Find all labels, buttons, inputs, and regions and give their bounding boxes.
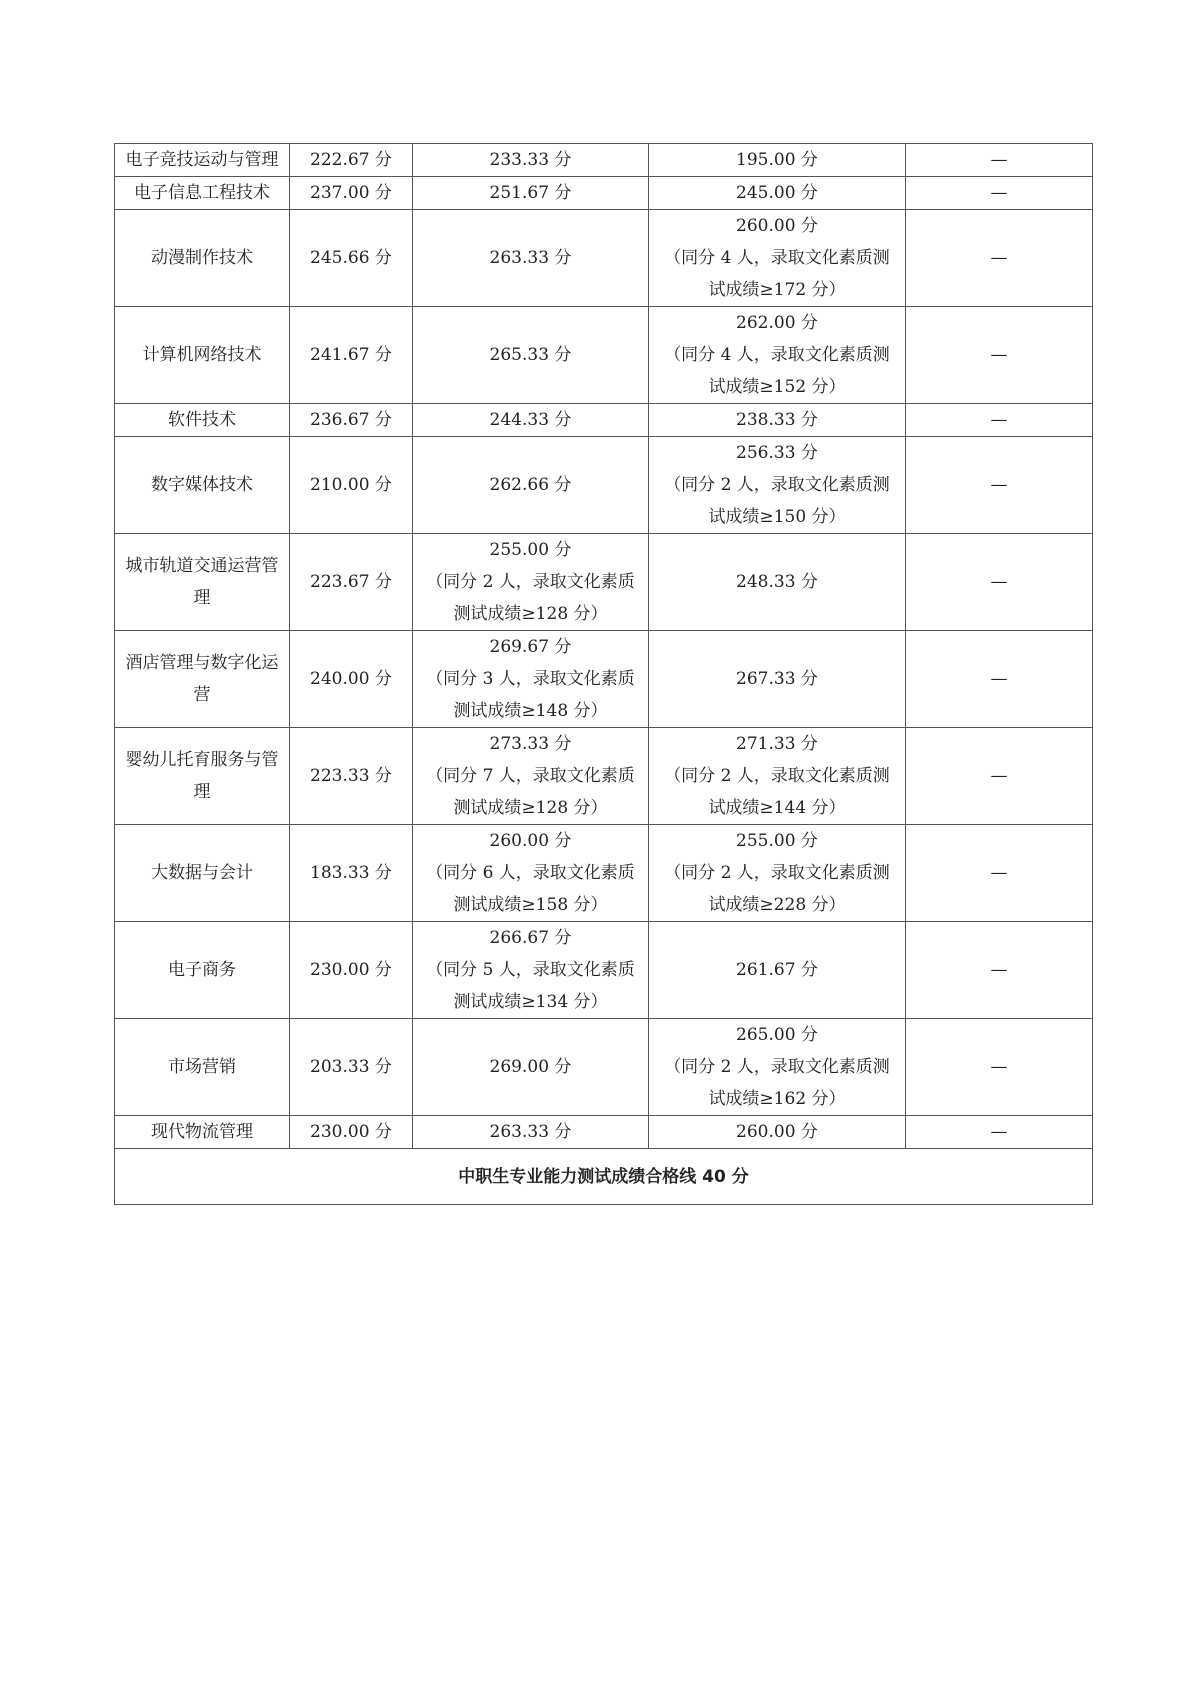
score-note: 试成绩≥228 分） bbox=[708, 895, 846, 915]
score-value: — bbox=[990, 960, 1008, 980]
major-name: 现代物流管理 bbox=[115, 1116, 290, 1149]
score-note: （同分 2 人，录取文化素质测 bbox=[664, 863, 890, 883]
table-row bbox=[115, 631, 1093, 728]
score-col-3 bbox=[649, 1019, 906, 1116]
score-value: 267.33 分 bbox=[736, 669, 818, 689]
major-name: 数字媒体技术 bbox=[115, 437, 290, 534]
score-col-2 bbox=[413, 825, 649, 922]
table-row bbox=[115, 144, 1093, 177]
score-col-3 bbox=[649, 825, 906, 922]
score-col-3 bbox=[649, 631, 906, 728]
score-note: （同分 7 人，录取文化素质 bbox=[426, 766, 635, 786]
score-note: 试成绩≥172 分） bbox=[708, 280, 846, 300]
score-value: 255.00 分 bbox=[489, 540, 572, 560]
score-note: （同分 3 人，录取文化素质 bbox=[426, 669, 635, 689]
score-value: 260.00 分 bbox=[489, 831, 572, 851]
major-name: 城市轨道交通运营管理 bbox=[115, 534, 290, 631]
table-row bbox=[115, 534, 1093, 631]
score-value: 245.00 分 bbox=[736, 183, 818, 203]
major-name: 电子商务 bbox=[115, 922, 290, 1019]
score-col-4 bbox=[906, 728, 1093, 825]
score-col-2 bbox=[413, 210, 649, 307]
score-value: 271.33 分 bbox=[736, 734, 818, 754]
score-note: 试成绩≥150 分） bbox=[708, 507, 846, 527]
table-body bbox=[115, 144, 1093, 1149]
score-col-2 bbox=[413, 631, 649, 728]
score-col-1 bbox=[290, 210, 413, 307]
score-col-2 bbox=[413, 1116, 649, 1149]
score-col-4 bbox=[906, 177, 1093, 210]
score-value: 210.00 分 bbox=[310, 475, 392, 495]
score-note: （同分 2 人，录取文化素质 bbox=[426, 572, 635, 592]
score-note: 测试成绩≥134 分） bbox=[453, 992, 608, 1012]
table-row bbox=[115, 922, 1093, 1019]
score-value: 262.66 分 bbox=[489, 475, 572, 495]
score-col-1 bbox=[290, 728, 413, 825]
table-row bbox=[115, 177, 1093, 210]
score-col-1 bbox=[290, 404, 413, 437]
score-col-2 bbox=[413, 1019, 649, 1116]
score-value: 269.00 分 bbox=[489, 1057, 572, 1077]
score-value: — bbox=[990, 475, 1008, 495]
score-note: （同分 2 人，录取文化素质测 bbox=[664, 475, 890, 495]
score-col-4 bbox=[906, 307, 1093, 404]
major-name: 婴幼儿托育服务与管理 bbox=[115, 728, 290, 825]
score-note: 试成绩≥144 分） bbox=[708, 798, 846, 818]
score-note: （同分 2 人，录取文化素质测 bbox=[664, 1057, 890, 1077]
score-value: 260.00 分 bbox=[736, 1122, 818, 1142]
score-value: — bbox=[990, 669, 1008, 689]
admission-score-table bbox=[114, 143, 1093, 1205]
score-value: 236.67 分 bbox=[310, 410, 392, 430]
score-note: 试成绩≥162 分） bbox=[708, 1089, 846, 1109]
score-value: 244.33 分 bbox=[489, 410, 572, 430]
score-value: 230.00 分 bbox=[310, 960, 392, 980]
score-col-4 bbox=[906, 825, 1093, 922]
score-col-3 bbox=[649, 534, 906, 631]
footer-row bbox=[115, 1149, 1093, 1205]
score-value: — bbox=[990, 345, 1008, 365]
score-col-4 bbox=[906, 534, 1093, 631]
score-value: 233.33 分 bbox=[489, 150, 572, 170]
score-value: 269.67 分 bbox=[489, 637, 572, 657]
score-col-1 bbox=[290, 144, 413, 177]
score-value: — bbox=[990, 150, 1008, 170]
score-col-3 bbox=[649, 144, 906, 177]
table-row bbox=[115, 1019, 1093, 1116]
score-value: 256.33 分 bbox=[736, 443, 818, 463]
score-value: 265.33 分 bbox=[489, 345, 572, 365]
score-col-1 bbox=[290, 825, 413, 922]
score-value: 223.67 分 bbox=[310, 572, 392, 592]
major-name: 动漫制作技术 bbox=[115, 210, 290, 307]
table-row bbox=[115, 437, 1093, 534]
score-value: 262.00 分 bbox=[736, 313, 818, 333]
score-value: 266.67 分 bbox=[489, 928, 572, 948]
table-row bbox=[115, 404, 1093, 437]
score-value: — bbox=[990, 1057, 1008, 1077]
score-value: 223.33 分 bbox=[310, 766, 392, 786]
score-col-2 bbox=[413, 307, 649, 404]
score-col-4 bbox=[906, 437, 1093, 534]
score-value: 241.67 分 bbox=[310, 345, 392, 365]
score-note: （同分 4 人，录取文化素质测 bbox=[664, 248, 890, 268]
score-note: （同分 4 人，录取文化素质测 bbox=[664, 345, 890, 365]
score-value: 203.33 分 bbox=[310, 1057, 392, 1077]
score-note: 测试成绩≥128 分） bbox=[453, 604, 608, 624]
score-col-3 bbox=[649, 404, 906, 437]
score-col-4 bbox=[906, 922, 1093, 1019]
score-value: — bbox=[990, 183, 1008, 203]
score-col-2 bbox=[413, 437, 649, 534]
score-note: 测试成绩≥128 分） bbox=[453, 798, 608, 818]
score-value: 230.00 分 bbox=[310, 1122, 392, 1142]
score-col-1 bbox=[290, 307, 413, 404]
score-value: 238.33 分 bbox=[736, 410, 818, 430]
score-col-2 bbox=[413, 728, 649, 825]
score-note: （同分 6 人，录取文化素质 bbox=[426, 863, 635, 883]
score-value: 255.00 分 bbox=[736, 831, 818, 851]
score-value: 260.00 分 bbox=[736, 216, 818, 236]
score-value: 183.33 分 bbox=[310, 863, 392, 883]
score-col-3 bbox=[649, 922, 906, 1019]
score-col-2 bbox=[413, 922, 649, 1019]
score-note: （同分 5 人，录取文化素质 bbox=[426, 960, 635, 980]
score-col-1 bbox=[290, 534, 413, 631]
score-value: 265.00 分 bbox=[736, 1025, 818, 1045]
score-note: 试成绩≥152 分） bbox=[708, 377, 846, 397]
major-name: 大数据与会计 bbox=[115, 825, 290, 922]
score-value: — bbox=[990, 248, 1008, 268]
score-value: 245.66 分 bbox=[310, 248, 392, 268]
score-value: 195.00 分 bbox=[736, 150, 818, 170]
score-value: — bbox=[990, 1122, 1008, 1142]
score-col-1 bbox=[290, 1116, 413, 1149]
score-col-1 bbox=[290, 631, 413, 728]
score-col-4 bbox=[906, 1019, 1093, 1116]
score-col-3 bbox=[649, 177, 906, 210]
score-value: 240.00 分 bbox=[310, 669, 392, 689]
score-col-1 bbox=[290, 177, 413, 210]
major-name: 电子信息工程技术 bbox=[115, 177, 290, 210]
major-name: 电子竞技运动与管理 bbox=[115, 144, 290, 177]
score-col-1 bbox=[290, 437, 413, 534]
score-col-2 bbox=[413, 534, 649, 631]
passing-line-note: 中职生专业能力测试成绩合格线 40 分 bbox=[115, 1149, 1093, 1205]
score-col-2 bbox=[413, 177, 649, 210]
score-col-1 bbox=[290, 1019, 413, 1116]
score-value: 263.33 分 bbox=[489, 248, 572, 268]
score-col-4 bbox=[906, 631, 1093, 728]
table-row bbox=[115, 307, 1093, 404]
major-name: 市场营销 bbox=[115, 1019, 290, 1116]
score-col-4 bbox=[906, 404, 1093, 437]
score-col-2 bbox=[413, 144, 649, 177]
major-name: 软件技术 bbox=[115, 404, 290, 437]
score-col-3 bbox=[649, 1116, 906, 1149]
score-value: 248.33 分 bbox=[736, 572, 818, 592]
score-value: 251.67 分 bbox=[489, 183, 572, 203]
score-value: — bbox=[990, 863, 1008, 883]
major-name: 计算机网络技术 bbox=[115, 307, 290, 404]
score-value: 237.00 分 bbox=[310, 183, 392, 203]
score-col-4 bbox=[906, 210, 1093, 307]
major-name: 酒店管理与数字化运营 bbox=[115, 631, 290, 728]
score-col-1 bbox=[290, 922, 413, 1019]
score-value: 263.33 分 bbox=[489, 1122, 572, 1142]
score-col-3 bbox=[649, 307, 906, 404]
table-row bbox=[115, 1116, 1093, 1149]
score-note: （同分 2 人，录取文化素质测 bbox=[664, 766, 890, 786]
table-row bbox=[115, 728, 1093, 825]
score-value: — bbox=[990, 410, 1008, 430]
score-value: 273.33 分 bbox=[489, 734, 572, 754]
table-row bbox=[115, 825, 1093, 922]
score-col-3 bbox=[649, 210, 906, 307]
score-value: — bbox=[990, 766, 1008, 786]
table-row bbox=[115, 210, 1093, 307]
score-col-3 bbox=[649, 728, 906, 825]
score-col-4 bbox=[906, 1116, 1093, 1149]
score-col-2 bbox=[413, 404, 649, 437]
score-note: 测试成绩≥158 分） bbox=[453, 895, 608, 915]
score-col-3 bbox=[649, 437, 906, 534]
score-value: — bbox=[990, 572, 1008, 592]
score-value: 222.67 分 bbox=[310, 150, 392, 170]
score-value: 261.67 分 bbox=[736, 960, 818, 980]
score-col-4 bbox=[906, 144, 1093, 177]
score-note: 测试成绩≥148 分） bbox=[453, 701, 608, 721]
